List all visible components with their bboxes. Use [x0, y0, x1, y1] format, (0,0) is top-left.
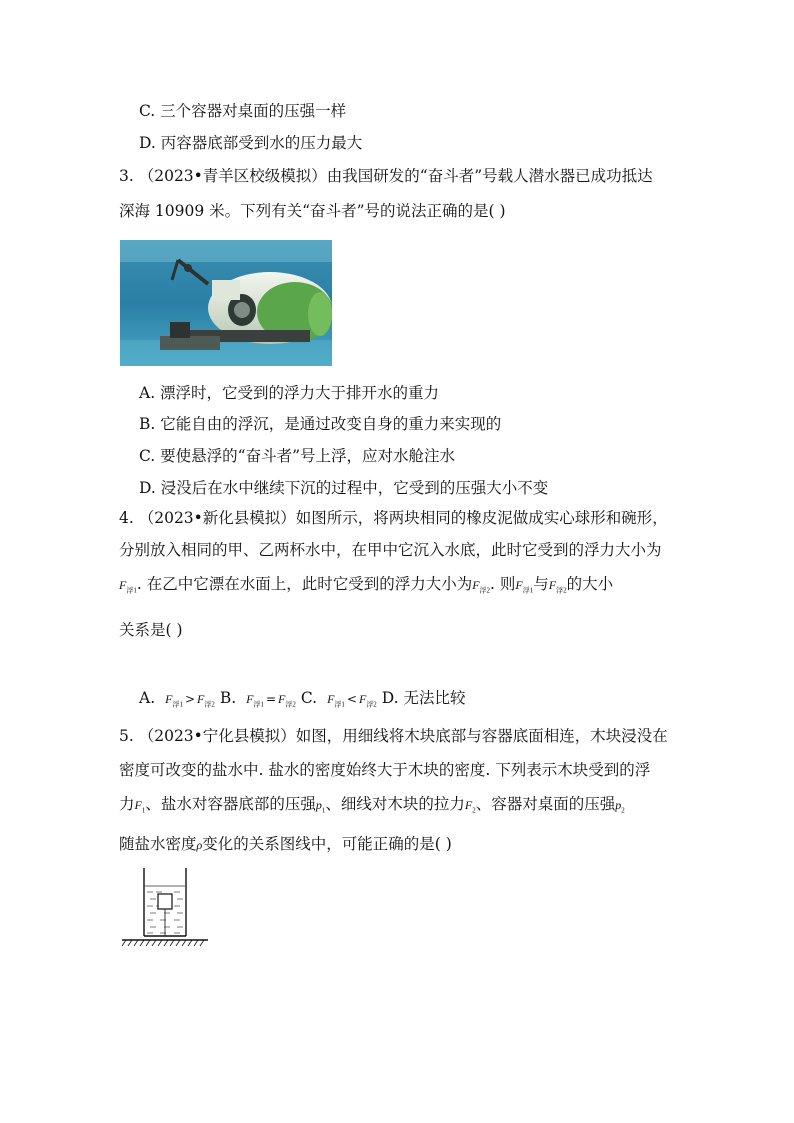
q5-stem-line3: 力$F_1$、盐水对容器底部的压强$p_1$、细线对木块的拉力$F_2$、容器对桌面的压强$p_2$ [119, 795, 625, 815]
q3-stem-line1: 3. （2023•青羊区校级模拟）由我国研发的“奋斗者”号载人潜水器已成功抵达 [119, 167, 653, 185]
container-diagram [120, 866, 210, 948]
q5-stem-line4: 随盐水密度ρ变化的关系图线中，可能正确的是( ) [119, 835, 452, 853]
symbol-f-buoy1: $F_{浮1}$ [515, 578, 534, 595]
q3-option-a: A. 漂浮时，它受到的浮力大于排开水的重力 [139, 384, 440, 402]
q4-option-a: A. $F_{浮1} > F_{浮2}$ [139, 689, 215, 709]
symbol-rho: ρ [196, 838, 203, 852]
q4-options [139, 688, 465, 714]
q4-option-c: C. $F_{浮1} < F_{浮2}$ [300, 689, 377, 709]
submersible-photo [120, 240, 332, 366]
q4-stem-line2: 分别放入相同的甲、乙两杯水中，在甲中它沉入水底，此时它受到的浮力大小为 [119, 541, 662, 559]
q2-option-c: C. 三个容器对桌面的压强一样 [139, 102, 347, 120]
symbol-f1: $F_1$ [134, 798, 146, 815]
q5-stem-line1: 5. （2023•宁化县模拟）如图，用细线将木块底部与容器底面相连，木块浸没在 [119, 727, 668, 745]
q4-stem-line3: $F_{浮1}$. 在乙中它漂在水面上，此时它受到的浮力大小为$F_{浮2}$. 则$F_{浮1}$与$F_{浮2}$的大小 [119, 575, 614, 595]
q4-option-d: D. 无法比较 [381, 689, 466, 707]
symbol-p1: $p_1$ [315, 798, 326, 815]
q3-option-b: B. 它能自由的浮沉，是通过改变自身的重力来实现的 [139, 415, 502, 433]
symbol-f-buoy2: $F_{浮2}$ [548, 578, 567, 595]
symbol-f2: $F_2$ [464, 798, 476, 815]
q2-option-d: D. 丙容器底部受到水的压力最大 [139, 134, 363, 152]
q5-stem-line2: 密度可改变的盐水中. 盐水的密度始终大于木块的密度. 下列表示木块受到的浮 [119, 761, 651, 779]
q3-option-d: D. 浸没后在水中继续下沉的过程中，它受到的压强大小不变 [139, 479, 549, 497]
q4-stem-line4: 关系是( ) [119, 621, 183, 639]
q4-option-b: B. $F_{浮1} = F_{浮2}$ [219, 689, 296, 709]
symbol-p2: $p_2$ [615, 798, 625, 815]
q3-option-c: C. 要使悬浮的“奋斗者”号上浮，应对水舱注水 [139, 447, 456, 465]
symbol-f-buoy2: $F_{浮2}$ [472, 578, 491, 595]
symbol-f-buoy1: $F_{浮1}$ [119, 578, 137, 595]
q4-stem-line1: 4. （2023•新化县模拟）如图所示，将两块相同的橡皮泥做成实心球形和碗形， [119, 509, 668, 527]
q3-stem-line2: 深海 10909 米。下列有关“奋斗者”号的说法正确的是( ) [119, 202, 506, 220]
